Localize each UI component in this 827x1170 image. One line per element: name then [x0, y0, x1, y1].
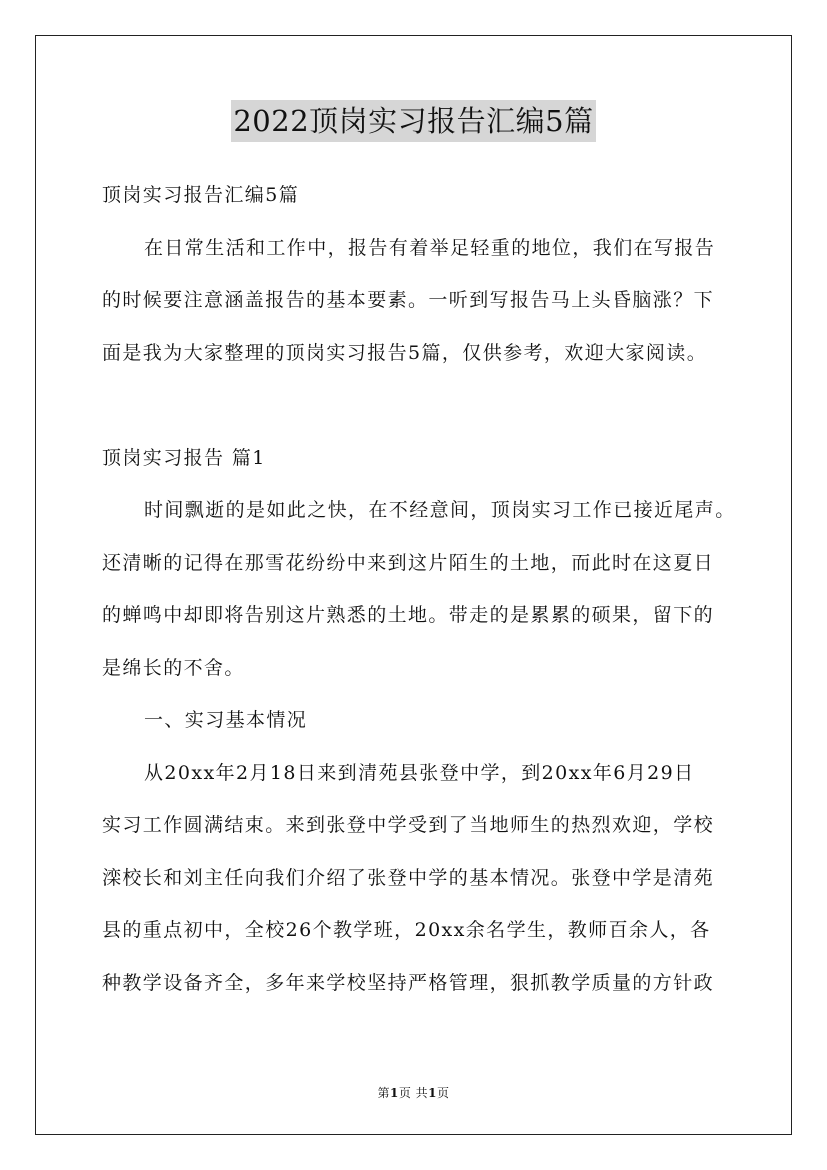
paragraph-line: 的时候要注意涵盖报告的基本要素。一听到写报告马上头昏脑涨？下 — [102, 289, 715, 311]
section-heading: 顶岗实习报告 篇1 — [102, 446, 266, 469]
document-title: 2022顶岗实习报告汇编5篇 — [231, 100, 595, 142]
footer-total-pages: 1 — [428, 1086, 438, 1100]
document-title-wrap — [0, 100, 827, 142]
paragraph-line: 面是我为大家整理的顶岗实习报告5篇，仅供参考，欢迎大家阅读。 — [102, 341, 708, 364]
paragraph-line: 种教学设备齐全，多年来学校坚持严格管理，狠抓教学质量的方针政 — [102, 971, 715, 994]
paragraph-line: 的蝉鸣中却即将告别这片熟悉的土地。带走的是累累的硕果，留下的 — [102, 604, 715, 626]
paragraph-line: 县的重点初中，全校26个教学班，20xx余名学生，教师百余人，各 — [102, 919, 711, 941]
paragraph-line: 滦校长和刘主任向我们介绍了张登中学的基本情况。张登中学是清苑 — [102, 866, 715, 889]
subsection-heading: 一、实习基本情况 — [144, 709, 308, 731]
section-heading: 顶岗实习报告汇编5篇 — [102, 184, 300, 206]
footer-suffix: 页 — [437, 1086, 450, 1100]
paragraph-line: 还清晰的记得在那雪花纷纷中来到这片陌生的土地，而此时在这夏日 — [102, 551, 715, 574]
paragraph-line: 是绵长的不舍。 — [102, 656, 245, 679]
footer-prefix: 第 — [377, 1086, 390, 1100]
paragraph-line: 实习工作圆满结束。来到张登中学受到了当地师生的热烈欢迎，学校 — [102, 814, 715, 836]
footer-page-number: 1 — [389, 1086, 399, 1100]
paragraph-line: 从20xx年2月18日来到清苑县张登中学，到20xx年6月29日 — [144, 761, 695, 784]
footer-mid: 页 共 — [398, 1086, 429, 1100]
paragraph-line: 时间飘逝的是如此之快，在不经意间，顶岗实习工作已接近尾声。 — [144, 499, 736, 521]
blank-line — [102, 379, 727, 432]
page-footer — [0, 1084, 827, 1101]
paragraph-line: 在日常生活和工作中，报告有着举足轻重的地位，我们在写报告 — [144, 236, 716, 259]
document-body — [102, 169, 736, 1009]
